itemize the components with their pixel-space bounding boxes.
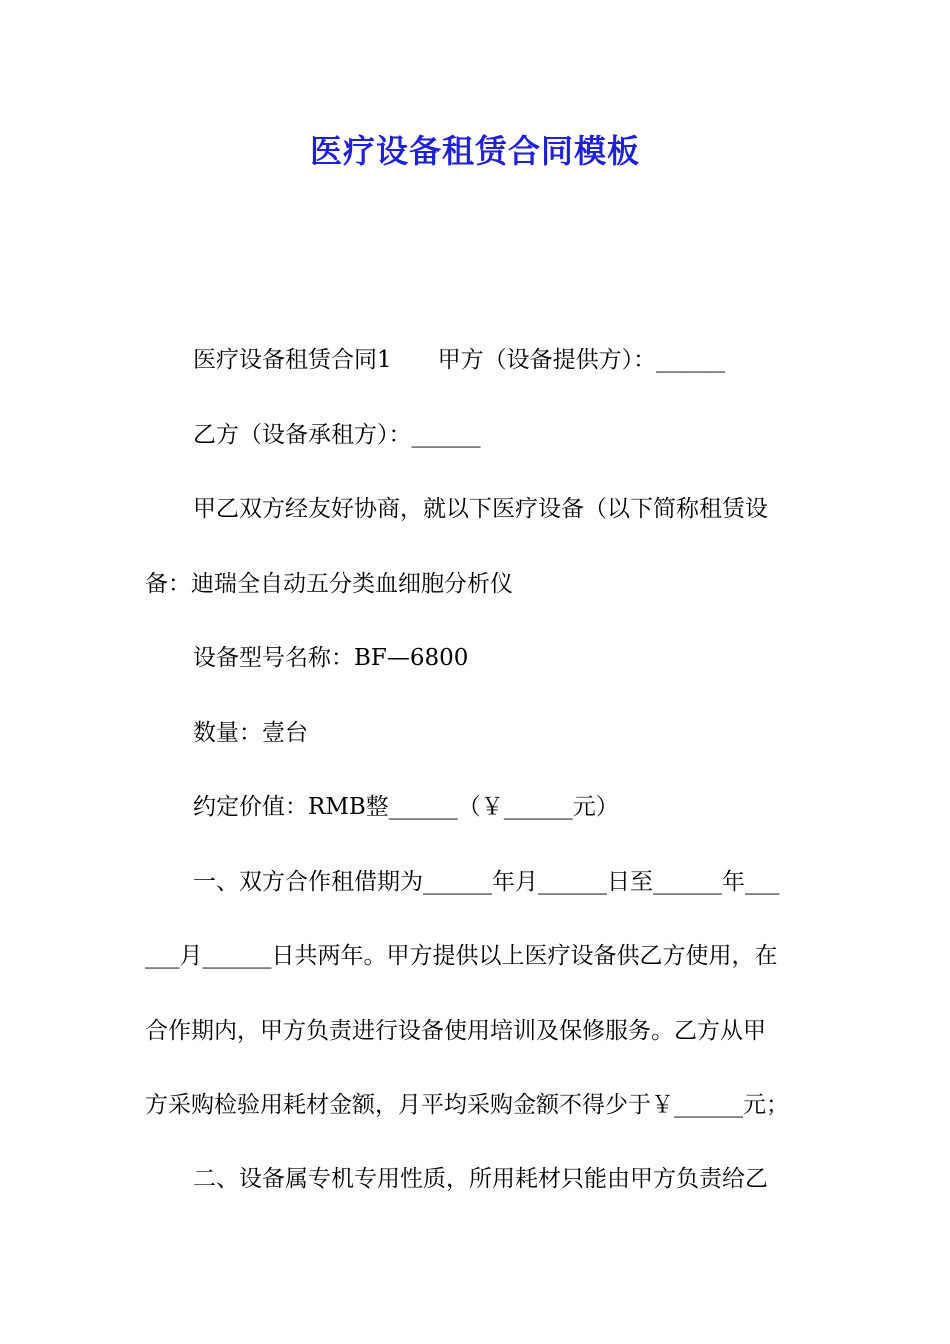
paragraph-line-term-2: ___月______日共两年。甲方提供以上医疗设备供乙方使用，在 (145, 943, 778, 969)
paragraph-line-contract-parties: 医疗设备租赁合同1 甲方（设备提供方）：______ (193, 347, 726, 373)
document-title: 医疗设备租赁合同模板 (309, 132, 640, 170)
paragraph-line-value: 约定价值：RMB整______（￥______元） (193, 794, 619, 820)
paragraph-line-equipment-name: 备：迪瑞全自动五分类血细胞分析仪 (145, 571, 513, 597)
paragraph-line-term-3: 合作期内，甲方负责进行设备使用培训及保修服务。乙方从甲 (145, 1018, 766, 1044)
paragraph-line-quantity: 数量：壹台 (193, 720, 308, 746)
paragraph-line-lessee: 乙方（设备承租方）：______ (193, 422, 481, 448)
paragraph-line-term-1: 一、双方合作租借期为______年月______日至______年___ (193, 869, 780, 895)
paragraph-line-term-4: 方采购检验用耗材金额，月平均采购金额不得少于￥______元； (145, 1092, 789, 1118)
paragraph-line-model: 设备型号名称：BF—6800 (193, 645, 469, 671)
paragraph-line-clause-2: 二、设备属专机专用性质，所用耗材只能由甲方负责给乙 (193, 1166, 768, 1192)
paragraph-line-intro: 甲乙双方经友好协商，就以下医疗设备（以下简称租赁设 (193, 496, 768, 522)
